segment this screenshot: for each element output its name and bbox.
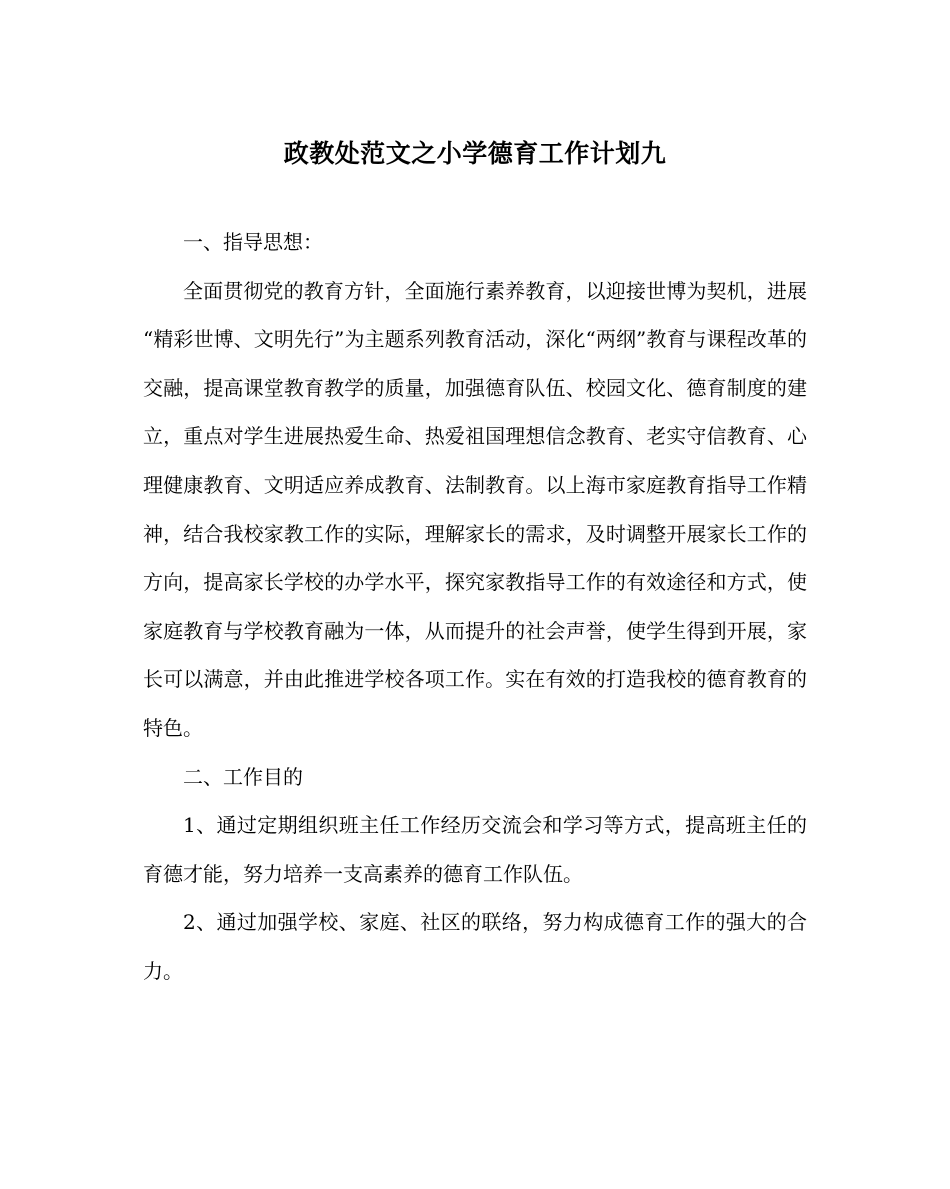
document-body xyxy=(143,218,807,996)
section-heading-guiding-ideology: 一、指导思想： xyxy=(183,230,323,254)
paragraph-goal-1: 1、通过定期组织班主任工作经历交流会和学习等方式，提高班主任的育德才能，努力培养一支高素养的德育工作队伍。 xyxy=(143,813,807,886)
paragraph-guiding-ideology: 全面贯彻党的教育方针，全面施行素养教育，以迎接世博为契机，进展 “精彩世博、文明先行”为主题系列教育活动，深化“两纲”教育与课程改革的交融，提高课堂教育教学的质量，加强德育队伍、校园文化、德育制度的建立，重点对学生进展热爱生命、热爱祖国理想信念教育、老实守信教育、心理健康教育、文明适应养成教育、法制教育。以上海市家庭教育指导工作精神，结合我校家教工作的实际，理解家长的需求，及时调整开展家长工作的方向，提高家长学校的办学水平，探究家教指导工作的有效途径和方式，使家庭教育与学校教育融为一体，从而提升的社会声誉，使学生得到开展，家长可以满意，并由此推进学校各项工作。实在有效的打造我校的德育教育的特色。 xyxy=(143,278,807,740)
section-heading-work-goals: 二、工作目的 xyxy=(183,764,303,789)
document-title: 政教处范文之小学德育工作计划九 xyxy=(283,139,667,168)
paragraph-goal-2: 2、通过加强学校、家庭、社区的联络，努力构成德育工作的强大的合力。 xyxy=(143,910,807,983)
